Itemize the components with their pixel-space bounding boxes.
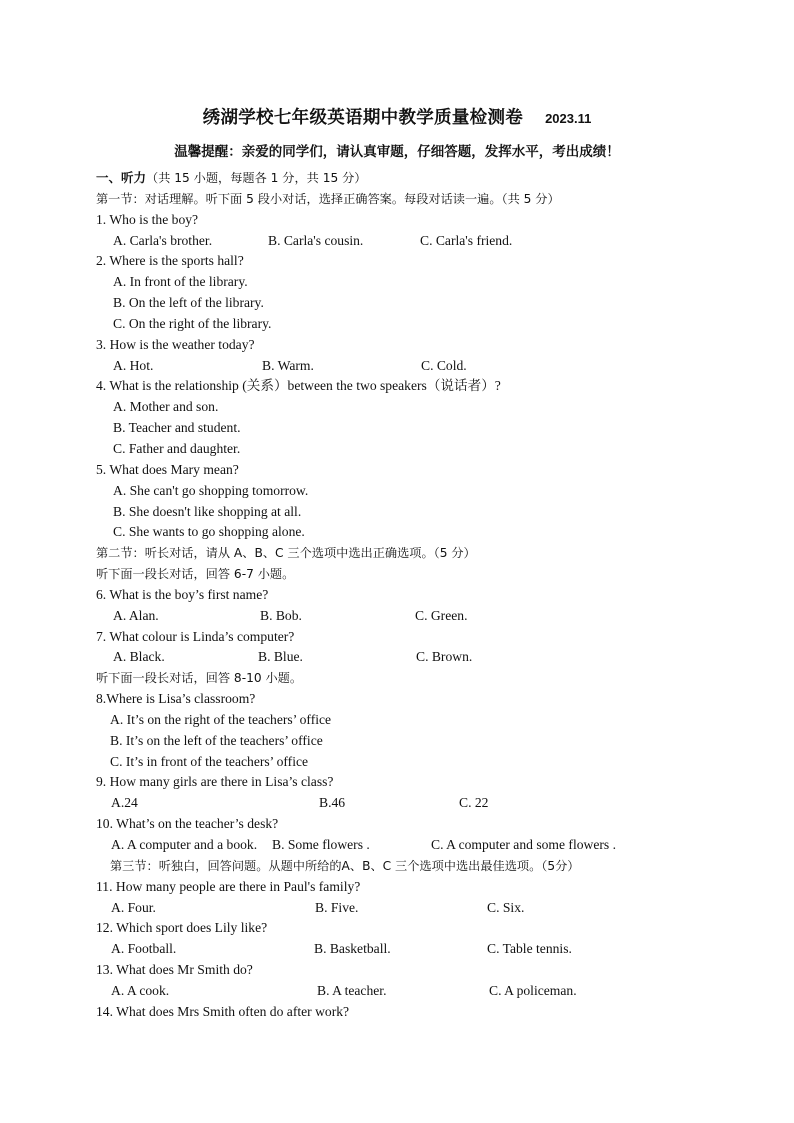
dialogue-instruction-8-10: 听下面一段长对话，回答 8-10 小题。 (96, 671, 303, 686)
option-a: A. Four. (111, 899, 156, 915)
option-c: C. 22 (459, 795, 489, 811)
option-b: B. Basketball. (314, 941, 391, 957)
option-a: A. She can't go shopping tomorrow. (113, 482, 309, 498)
question-12: 12. Which sport does Lily like? (96, 920, 268, 936)
section-1-instruction: 第一节：对话理解。听下面 5 段小对话，选择正确答案。每段对话读一遍。（共 5 分） (96, 191, 560, 206)
option-a: A. In front of the library. (113, 274, 248, 290)
part-heading-label: 一、听力 (96, 170, 147, 185)
option-c: C. Green. (415, 607, 468, 623)
option-b: B. Teacher and student. (113, 420, 241, 436)
question-2: 2. Where is the sports hall? (96, 253, 244, 269)
option-a: A. Football. (111, 941, 177, 957)
question-13: 13. What does Mr Smith do? (96, 962, 253, 978)
option-c: C. Table tennis. (487, 941, 572, 957)
option-a: A. Alan. (113, 607, 159, 623)
option-b: B. A teacher. (317, 982, 387, 998)
option-c: C. On the right of the library. (113, 315, 272, 331)
option-c: C. She wants to go shopping alone. (113, 524, 305, 540)
question-3-options (96, 356, 736, 377)
option-c: C. Six. (487, 899, 525, 915)
option-a: A. Black. (113, 649, 165, 665)
option-b: B. It’s on the left of the teachers’ office (110, 732, 323, 748)
question-7-options (96, 647, 736, 668)
section-2-instruction: 第二节：听长对话，请从 A、B、C 三个选项中选出正确选项。（5 分） (96, 546, 476, 561)
option-b: B. Bob. (260, 607, 302, 623)
option-b: B. Some flowers . (272, 837, 370, 852)
question-9: 9. How many girls are there in Lisa’s class? (96, 774, 334, 790)
title-row (0, 104, 794, 129)
question-6: 6. What is the boy’s first name? (96, 586, 269, 602)
question-1-options (96, 231, 736, 252)
option-c: C. It’s in front of the teachers’ office (110, 753, 309, 769)
exam-title: 绣湖学校七年级英语期中教学质量检测卷 (202, 108, 524, 128)
question-1: 1. Who is the boy? (96, 211, 199, 227)
option-c: C. Carla's friend. (420, 232, 513, 248)
option-a: A. A computer and a book. (111, 837, 258, 852)
question-9-options (96, 793, 736, 814)
question-4: 4. What is the relationship (关系）between the two speakers（说话者）? (96, 378, 501, 394)
dialogue-instruction-6-7: 听下面一段长对话，回答 6-7 小题。 (96, 567, 295, 582)
question-8: 8.Where is Lisa’s classroom? (96, 691, 256, 707)
exam-content (96, 168, 736, 1023)
reminder-text: 温馨提醒：亲爱的同学们，请认真审题，仔细答题，发挥水平，考出成绩！ (174, 144, 620, 160)
option-c: C. Cold. (421, 357, 467, 373)
part-heading-detail: （共 15 小题，每题各 1 分，共 15 分） (146, 171, 367, 185)
option-a: A. Hot. (113, 357, 154, 373)
question-10: 10. What’s on the teacher’s desk? (96, 816, 279, 832)
question-7: 7. What colour is Linda’s computer? (96, 628, 295, 644)
question-6-options (96, 606, 736, 627)
exam-date: 2023.11 (545, 111, 592, 126)
question-12-options (96, 939, 736, 960)
option-c: C. A computer and some flowers . (431, 837, 616, 852)
option-c: C. Brown. (416, 649, 473, 665)
option-b: B.46 (319, 795, 346, 811)
question-14: 14. What does Mrs Smith often do after work? (96, 1003, 350, 1019)
option-a: A. Mother and son. (113, 399, 219, 415)
option-b: B. Blue. (258, 649, 303, 665)
option-b: B. On the left of the library. (113, 295, 264, 311)
option-b: B. Carla's cousin. (268, 232, 364, 248)
question-11-options (96, 898, 736, 919)
option-a: A.24 (111, 795, 138, 811)
section-3-instruction: 第三节：听独白，回答问题。从题中所给的A、B、C 三个选项中选出最佳选项。（5分） (110, 858, 580, 873)
option-c: C. A policeman. (489, 982, 577, 998)
option-a: A. Carla's brother. (113, 232, 213, 248)
option-b: B. Five. (315, 899, 359, 915)
option-b: B. She doesn't like shopping at all. (113, 503, 302, 519)
option-a: A. It’s on the right of the teachers’ office (110, 711, 332, 727)
question-13-options (96, 981, 736, 1002)
question-3: 3. How is the weather today? (96, 336, 255, 352)
option-a: A. A cook. (111, 982, 170, 998)
question-5: 5. What does Mary mean? (96, 461, 239, 477)
option-c: C. Father and daughter. (113, 440, 241, 456)
option-b: B. Warm. (262, 357, 314, 373)
part-heading (96, 168, 736, 189)
question-11: 11. How many people are there in Paul's family? (96, 878, 361, 894)
question-10-options (96, 835, 736, 856)
